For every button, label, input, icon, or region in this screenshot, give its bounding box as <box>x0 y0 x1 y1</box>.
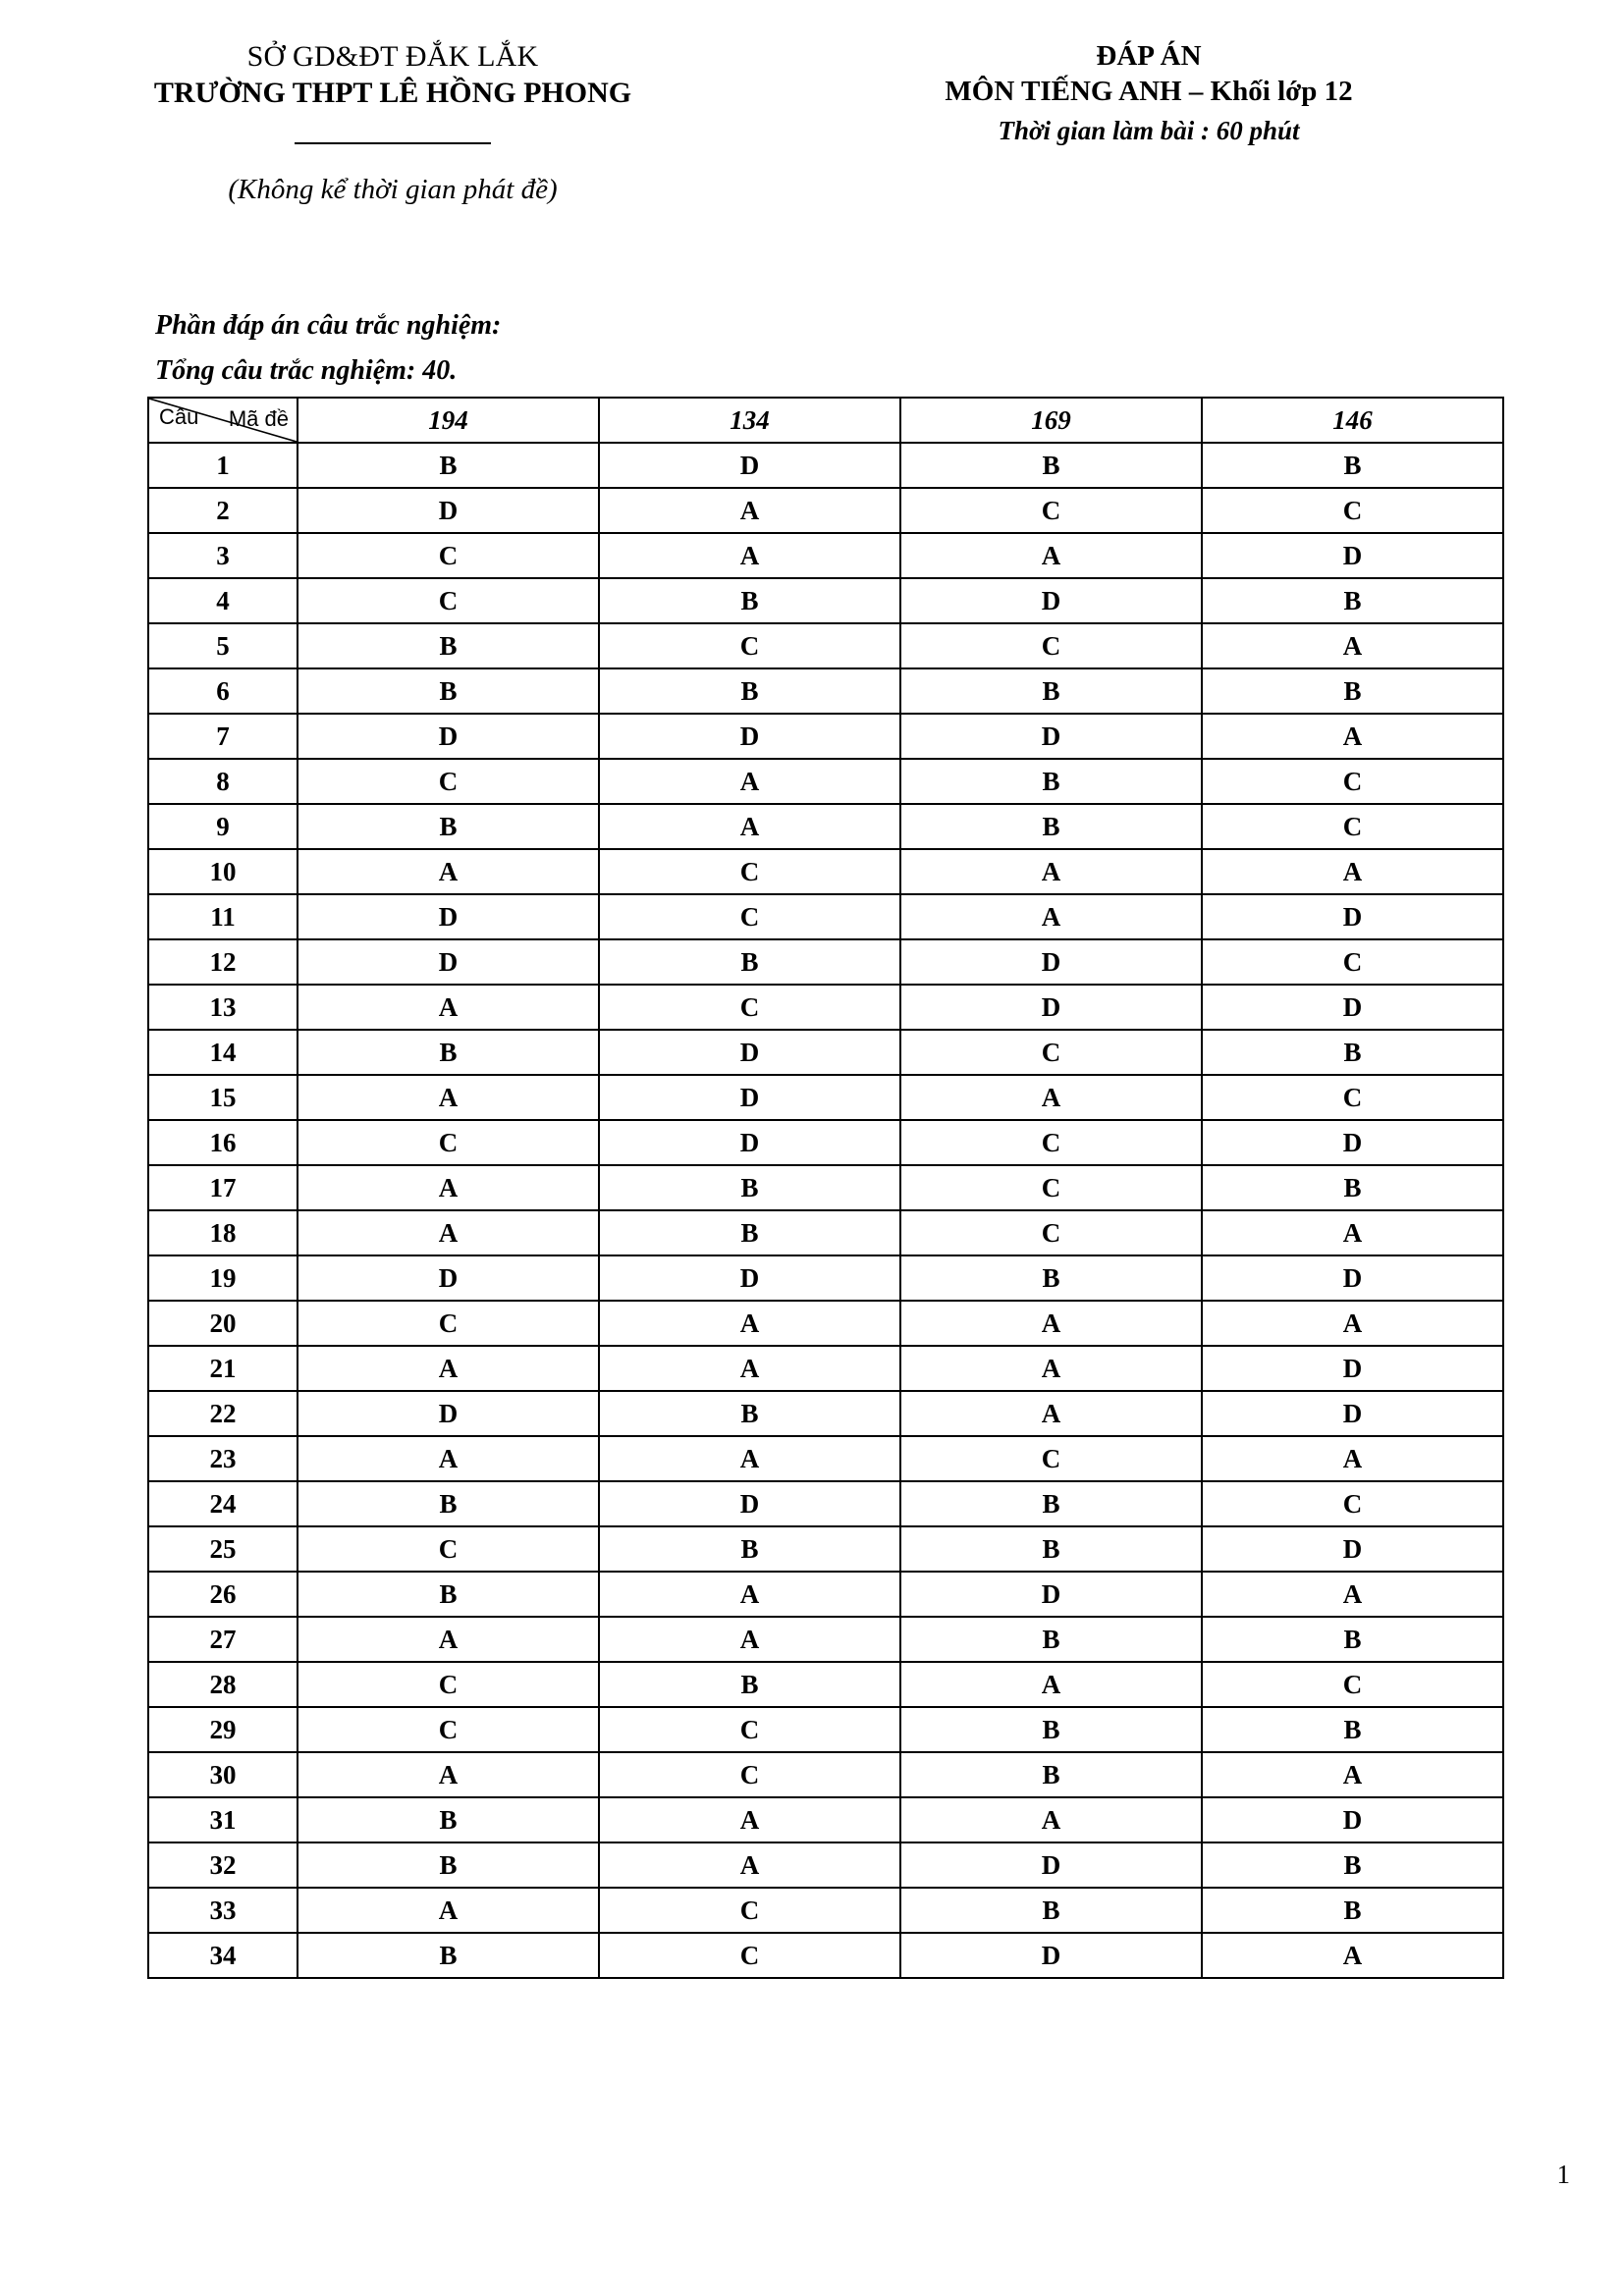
answer-cell: B <box>900 1481 1202 1526</box>
section-heading <box>155 310 501 342</box>
answer-cell: A <box>599 533 900 578</box>
answer-cell: D <box>1202 1391 1503 1436</box>
answer-cell: D <box>599 1255 900 1301</box>
question-number: 11 <box>148 894 298 939</box>
question-number: 21 <box>148 1346 298 1391</box>
school-name: TRƯỜNG THPT LÊ HỒNG PHONG <box>153 76 632 109</box>
answer-cell: C <box>599 894 900 939</box>
answer-cell: D <box>599 1030 900 1075</box>
question-number: 14 <box>148 1030 298 1075</box>
answer-cell: B <box>1202 1842 1503 1888</box>
answer-cell: C <box>298 1707 599 1752</box>
answer-cell: C <box>298 1526 599 1572</box>
answer-cell: B <box>298 1030 599 1075</box>
table-row <box>148 1752 1503 1797</box>
table-row <box>148 1301 1503 1346</box>
answer-cell: A <box>298 1165 599 1210</box>
answer-cell: A <box>298 1436 599 1481</box>
answer-cell: A <box>298 1752 599 1797</box>
answer-cell: D <box>1202 1346 1503 1391</box>
answer-cell: D <box>1202 1120 1503 1165</box>
answer-cell: D <box>900 578 1202 623</box>
answer-cell: C <box>1202 1075 1503 1120</box>
question-number: 13 <box>148 985 298 1030</box>
answer-cell: D <box>298 939 599 985</box>
answer-cell: B <box>599 578 900 623</box>
answer-cell: D <box>1202 1797 1503 1842</box>
answer-cell: D <box>900 1842 1202 1888</box>
question-number: 19 <box>148 1255 298 1301</box>
answer-cell: B <box>1202 1707 1503 1752</box>
header-divider-rule <box>295 142 491 144</box>
answer-cell: A <box>599 488 900 533</box>
question-number: 32 <box>148 1842 298 1888</box>
table-row <box>148 1075 1503 1120</box>
answer-cell: A <box>298 1210 599 1255</box>
answer-cell: A <box>298 1888 599 1933</box>
answer-cell: D <box>900 714 1202 759</box>
answer-cell: C <box>1202 939 1503 985</box>
answer-cell: A <box>298 1617 599 1662</box>
answer-cell: A <box>1202 623 1503 668</box>
question-number: 3 <box>148 533 298 578</box>
answer-cell: A <box>298 849 599 894</box>
answer-cell: A <box>1202 1752 1503 1797</box>
answer-cell: C <box>1202 804 1503 849</box>
answer-cell: B <box>1202 668 1503 714</box>
table-row <box>148 1030 1503 1075</box>
answer-cell: A <box>1202 1436 1503 1481</box>
question-number: 20 <box>148 1301 298 1346</box>
answer-cell: C <box>599 1888 900 1933</box>
answer-cell: B <box>1202 1165 1503 1210</box>
question-number: 4 <box>148 578 298 623</box>
header-note: (Không kể thời gian phát đề) <box>228 174 558 206</box>
answer-cell: D <box>298 1255 599 1301</box>
answer-cell: A <box>1202 1933 1503 1978</box>
answer-cell: C <box>298 759 599 804</box>
answer-cell: A <box>298 1346 599 1391</box>
section-total-label: Tổng câu trắc nghiệm: 40. <box>155 355 458 386</box>
question-number: 26 <box>148 1572 298 1617</box>
table-header-row <box>148 398 1503 443</box>
corner-label-exam-code: Mã đề <box>228 406 289 431</box>
table-row <box>148 804 1503 849</box>
section-total <box>155 355 457 387</box>
answer-cell: C <box>298 533 599 578</box>
answer-cell: A <box>900 1797 1202 1842</box>
table-row <box>148 1933 1503 1978</box>
answer-cell: D <box>1202 1255 1503 1301</box>
question-number: 15 <box>148 1075 298 1120</box>
answer-cell: B <box>900 1752 1202 1797</box>
table-row <box>148 1255 1503 1301</box>
answer-cell: B <box>900 1617 1202 1662</box>
answer-cell: B <box>599 1391 900 1436</box>
table-row <box>148 894 1503 939</box>
answer-cell: D <box>1202 985 1503 1030</box>
answer-cell: A <box>900 1662 1202 1707</box>
answer-cell: D <box>599 1481 900 1526</box>
answer-key-table <box>147 397 1504 1979</box>
answer-cell: C <box>599 985 900 1030</box>
table-row <box>148 533 1503 578</box>
table-row <box>148 623 1503 668</box>
answer-cell: A <box>298 1075 599 1120</box>
question-number: 18 <box>148 1210 298 1255</box>
answer-cell: A <box>599 1842 900 1888</box>
answer-cell: C <box>900 1120 1202 1165</box>
answer-cell: D <box>298 1391 599 1436</box>
answer-cell: A <box>900 1391 1202 1436</box>
answer-cell: A <box>599 1346 900 1391</box>
answer-cell: C <box>298 1120 599 1165</box>
table-row <box>148 1617 1503 1662</box>
question-number: 5 <box>148 623 298 668</box>
table-row <box>148 1526 1503 1572</box>
answer-cell: B <box>298 1933 599 1978</box>
answer-cell: C <box>900 1165 1202 1210</box>
table-row <box>148 985 1503 1030</box>
answer-cell: D <box>298 894 599 939</box>
answer-cell: A <box>599 1301 900 1346</box>
answer-cell: A <box>900 533 1202 578</box>
exam-code-header-3: 146 <box>1202 398 1503 443</box>
table-row <box>148 1662 1503 1707</box>
question-number: 10 <box>148 849 298 894</box>
table-row <box>148 1842 1503 1888</box>
answer-cell: B <box>900 668 1202 714</box>
table-row <box>148 1436 1503 1481</box>
answer-cell: C <box>900 1436 1202 1481</box>
answer-cell: A <box>1202 1301 1503 1346</box>
header-right-block <box>805 39 1492 148</box>
answer-cell: B <box>298 1572 599 1617</box>
question-number: 2 <box>148 488 298 533</box>
question-number: 9 <box>148 804 298 849</box>
answer-cell: B <box>298 1797 599 1842</box>
table-row <box>148 1210 1503 1255</box>
answer-cell: A <box>298 985 599 1030</box>
answer-cell: C <box>900 1210 1202 1255</box>
answer-cell: C <box>1202 759 1503 804</box>
answer-cell: C <box>1202 488 1503 533</box>
answer-cell: D <box>298 488 599 533</box>
answer-cell: B <box>1202 578 1503 623</box>
answer-cell: A <box>599 1572 900 1617</box>
answer-cell: C <box>599 849 900 894</box>
answer-cell: C <box>1202 1481 1503 1526</box>
answer-cell: C <box>298 578 599 623</box>
answer-table-head <box>148 398 1503 443</box>
answer-cell: A <box>900 1301 1202 1346</box>
table-row <box>148 849 1503 894</box>
answer-cell: D <box>900 985 1202 1030</box>
corner-label-question: Câu <box>159 404 199 429</box>
section-heading-label: Phần đáp án câu trắc nghiệm: <box>155 310 502 341</box>
answer-cell: B <box>1202 443 1503 488</box>
table-row <box>148 1797 1503 1842</box>
answer-cell: A <box>900 849 1202 894</box>
question-number: 28 <box>148 1662 298 1707</box>
table-row <box>148 1707 1503 1752</box>
table-row <box>148 578 1503 623</box>
answer-cell: B <box>298 623 599 668</box>
question-number: 29 <box>148 1707 298 1752</box>
answer-cell: A <box>900 1075 1202 1120</box>
answer-cell: C <box>599 623 900 668</box>
table-row <box>148 1120 1503 1165</box>
question-number: 17 <box>148 1165 298 1210</box>
answer-cell: B <box>298 443 599 488</box>
answer-cell: D <box>599 1120 900 1165</box>
answer-cell: D <box>1202 894 1503 939</box>
table-row <box>148 488 1503 533</box>
page-number: 1 <box>1556 2160 1570 2189</box>
answer-cell: A <box>900 894 1202 939</box>
answer-cell: C <box>599 1933 900 1978</box>
table-row <box>148 1346 1503 1391</box>
answer-cell: C <box>900 1030 1202 1075</box>
answer-cell: C <box>900 488 1202 533</box>
table-row <box>148 1888 1503 1933</box>
answer-cell: B <box>1202 1888 1503 1933</box>
question-number: 34 <box>148 1933 298 1978</box>
header-left-block <box>118 39 668 206</box>
answer-cell: C <box>298 1662 599 1707</box>
answer-cell: C <box>599 1707 900 1752</box>
question-number: 33 <box>148 1888 298 1933</box>
answer-cell: B <box>1202 1617 1503 1662</box>
answer-cell: C <box>298 1301 599 1346</box>
answer-cell: B <box>599 1210 900 1255</box>
answer-cell: D <box>599 1075 900 1120</box>
table-row <box>148 1165 1503 1210</box>
answer-cell: B <box>298 1842 599 1888</box>
question-number: 12 <box>148 939 298 985</box>
duration-text: Thời gian làm bài : 60 phút <box>998 115 1300 145</box>
answer-cell: C <box>900 623 1202 668</box>
answer-cell: D <box>298 714 599 759</box>
answer-cell: B <box>900 1255 1202 1301</box>
answer-cell: B <box>599 939 900 985</box>
department-name: SỞ GD&ĐT ĐẮK LẮK <box>246 40 539 73</box>
question-number: 25 <box>148 1526 298 1572</box>
answer-cell: C <box>599 1752 900 1797</box>
answer-cell: B <box>599 668 900 714</box>
answer-cell: B <box>599 1526 900 1572</box>
table-row <box>148 1391 1503 1436</box>
table-corner-cell <box>148 398 298 443</box>
answer-cell: B <box>599 1662 900 1707</box>
table-row <box>148 668 1503 714</box>
answer-cell: A <box>1202 1210 1503 1255</box>
answer-cell: A <box>1202 1572 1503 1617</box>
table-row <box>148 1481 1503 1526</box>
document-header <box>0 39 1624 255</box>
question-number: 6 <box>148 668 298 714</box>
answer-cell: A <box>1202 714 1503 759</box>
answer-cell: D <box>599 443 900 488</box>
answer-cell: D <box>900 1572 1202 1617</box>
answer-cell: B <box>298 1481 599 1526</box>
answer-cell: B <box>1202 1030 1503 1075</box>
answer-cell: B <box>298 804 599 849</box>
document-title: ĐÁP ÁN <box>1096 40 1202 72</box>
answer-table-wrapper <box>147 397 1502 1979</box>
question-number: 8 <box>148 759 298 804</box>
answer-cell: C <box>1202 1662 1503 1707</box>
exam-code-header-0: 194 <box>298 398 599 443</box>
answer-cell: B <box>298 668 599 714</box>
question-number: 16 <box>148 1120 298 1165</box>
answer-cell: A <box>900 1346 1202 1391</box>
answer-cell: A <box>599 1617 900 1662</box>
answer-cell: D <box>1202 533 1503 578</box>
table-row <box>148 1572 1503 1617</box>
answer-cell: B <box>900 759 1202 804</box>
answer-cell: D <box>1202 1526 1503 1572</box>
question-number: 7 <box>148 714 298 759</box>
question-number: 31 <box>148 1797 298 1842</box>
question-number: 24 <box>148 1481 298 1526</box>
exam-code-header-1: 134 <box>599 398 900 443</box>
answer-cell: B <box>900 443 1202 488</box>
question-number: 30 <box>148 1752 298 1797</box>
subject-title: MÔN TIẾNG ANH – Khối lớp 12 <box>945 76 1353 108</box>
answer-cell: D <box>900 1933 1202 1978</box>
table-row <box>148 759 1503 804</box>
answer-table-body <box>148 443 1503 1978</box>
exam-code-header-2: 169 <box>900 398 1202 443</box>
table-row <box>148 939 1503 985</box>
answer-cell: B <box>900 1888 1202 1933</box>
question-number: 27 <box>148 1617 298 1662</box>
answer-cell: B <box>900 1526 1202 1572</box>
question-number: 1 <box>148 443 298 488</box>
answer-cell: A <box>1202 849 1503 894</box>
answer-cell: D <box>599 714 900 759</box>
answer-cell: D <box>900 939 1202 985</box>
question-number: 23 <box>148 1436 298 1481</box>
answer-cell: B <box>900 1707 1202 1752</box>
question-number: 22 <box>148 1391 298 1436</box>
answer-cell: A <box>599 804 900 849</box>
table-row <box>148 714 1503 759</box>
answer-cell: A <box>599 1797 900 1842</box>
answer-cell: A <box>599 1436 900 1481</box>
table-row <box>148 443 1503 488</box>
answer-cell: B <box>900 804 1202 849</box>
answer-cell: B <box>599 1165 900 1210</box>
answer-cell: A <box>599 759 900 804</box>
